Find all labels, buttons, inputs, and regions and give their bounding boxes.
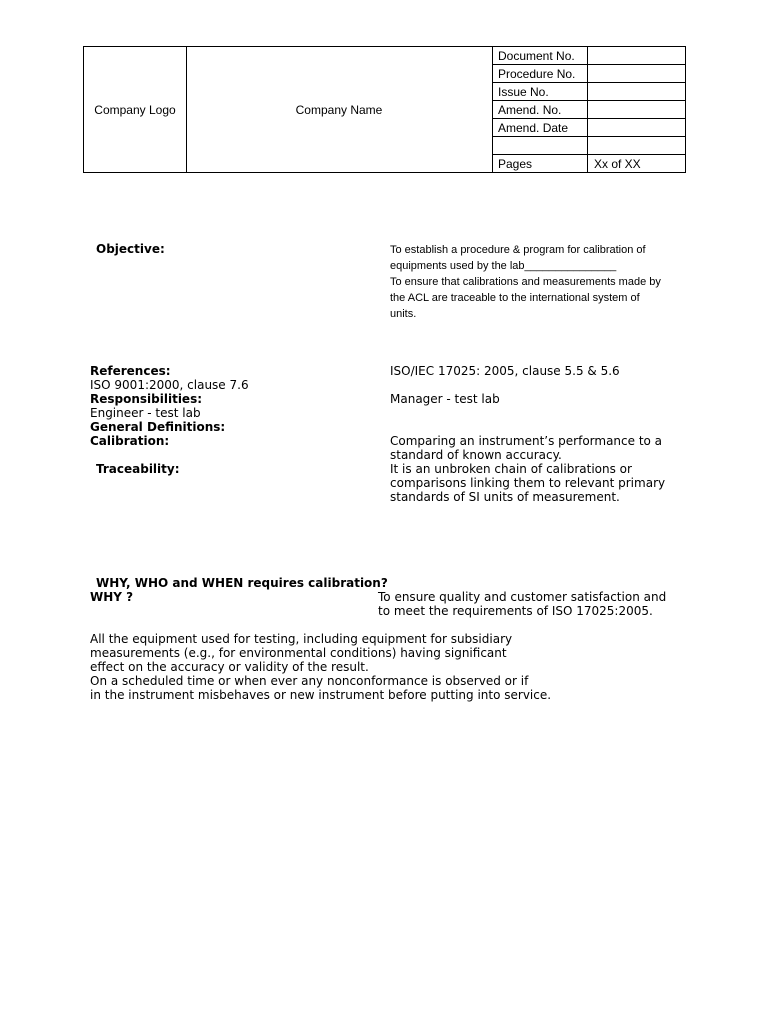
company-name-placeholder: Company Name	[295, 102, 383, 117]
responsibilities-label: Responsibilities:	[90, 392, 203, 406]
why-text	[378, 590, 708, 618]
calibration-definition	[390, 434, 710, 462]
calibration-line: standard of known accuracy.	[390, 448, 562, 462]
objective-line: equipments used by the lab_______________	[390, 260, 617, 272]
traceability-line: standards of SI units of measurement.	[390, 490, 620, 504]
traceability-definition	[390, 462, 710, 504]
body-line: All the equipment used for testing, including equipment for subsidiary	[90, 632, 513, 646]
general-definitions-label: General Definitions:	[90, 420, 226, 434]
body-line: effect on the accuracy or validity of the result.	[90, 660, 369, 674]
document-header-table	[83, 46, 686, 173]
responsibilities-engineer: Engineer - test lab	[90, 406, 201, 420]
field-issue-no: Issue No.	[498, 85, 549, 99]
objective-line: the ACL are traceable to the international system of	[390, 292, 640, 304]
calibration-line: Comparing an instrument’s performance to a	[390, 434, 663, 448]
objective-line: To ensure that calibrations and measurements made by	[390, 276, 661, 288]
why-line: To ensure quality and customer satisfaction and	[378, 590, 667, 604]
traceability-line: It is an unbroken chain of calibrations or	[390, 462, 632, 476]
field-amend-no: Amend. No.	[498, 103, 562, 117]
why-line: to meet the requirements of ISO 17025:2005.	[378, 604, 653, 618]
why-label: WHY ?	[90, 590, 134, 604]
references-iso17025: ISO/IEC 17025: 2005, clause 5.5 & 5.6	[390, 364, 620, 378]
objective-label: Objective:	[96, 242, 165, 256]
body-line: in the instrument misbehaves or new instrument before putting into service.	[90, 688, 552, 702]
responsibilities-manager: Manager - test lab	[390, 392, 500, 406]
field-document-no: Document No.	[498, 49, 575, 63]
references-label: References:	[90, 364, 171, 378]
left-column-block	[90, 364, 370, 448]
traceability-label: Traceability:	[96, 462, 180, 476]
objective-line: units.	[390, 308, 417, 320]
references-iso9001: ISO 9001:2000, clause 7.6	[90, 378, 249, 392]
objective-text	[390, 242, 710, 322]
field-pages: Pages	[498, 157, 533, 171]
field-pages-value: Xx of XX	[594, 157, 641, 171]
body-line: measurements (e.g., for environmental conditions) having significant	[90, 646, 507, 660]
objective-line: To establish a procedure & program for calibration of	[390, 244, 646, 256]
why-body-paragraph	[90, 632, 650, 702]
why-who-when-heading: WHY, WHO and WHEN requires calibration?	[96, 576, 388, 590]
field-amend-date: Amend. Date	[498, 121, 569, 135]
traceability-line: comparisons linking them to relevant primary	[390, 476, 666, 490]
body-line: On a scheduled time or when ever any nonconformance is observed or if	[90, 674, 529, 688]
field-procedure-no: Procedure No.	[498, 67, 576, 81]
company-logo-placeholder: Company Logo	[94, 102, 176, 117]
calibration-label: Calibration:	[90, 434, 170, 448]
